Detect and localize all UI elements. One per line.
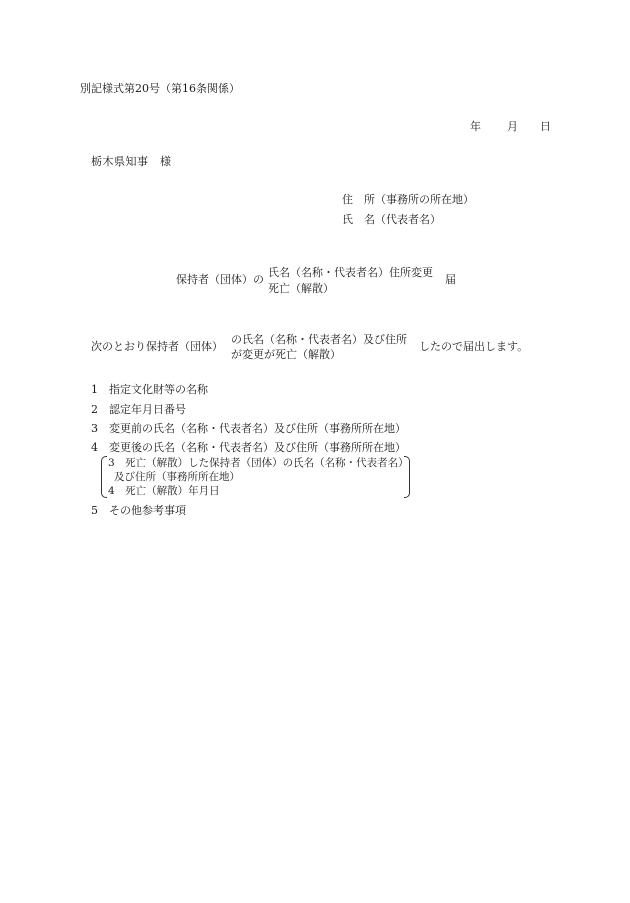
list-item-number: 5 — [91, 504, 98, 517]
bracket-line-deceased-holder: 3 死亡（解散）した保持者（団体）の氏名（名称・代表者名） — [108, 457, 409, 469]
left-bracket — [101, 456, 107, 498]
bracket-line-death-date: 4 死亡（解散）年月日 — [108, 485, 220, 497]
date-year-label: 年 — [470, 120, 481, 133]
recipient: 栃木県知事 様 — [91, 155, 172, 168]
body-option-change: の氏名（名称・代表者名）及び住所 — [231, 333, 407, 346]
applicant-address-label: 住 所（事務所の所在地） — [342, 193, 474, 206]
list-item-number: 1 — [91, 383, 98, 396]
body-option-death: が変更が死亡（解散） — [231, 348, 341, 361]
list-item-number: 4 — [91, 441, 98, 454]
list-item-text: その他参考事項 — [109, 504, 186, 517]
applicant-name-label: 氏 名（代表者名） — [342, 213, 441, 226]
list-item-text: 認定年月日番号 — [109, 403, 186, 416]
form-number: 別記様式第20号（第16条関係） — [80, 82, 240, 95]
list-item — [91, 383, 208, 396]
list-item — [91, 441, 406, 454]
body-suffix: したので届出します。 — [419, 340, 529, 353]
bracket-line-address: 及び住所（事務所所在地） — [114, 471, 240, 483]
date-month-label: 月 — [507, 120, 518, 133]
list-item — [91, 504, 186, 517]
list-item-number: 2 — [91, 403, 98, 416]
list-item — [91, 403, 186, 416]
date-day-label: 日 — [540, 120, 551, 133]
title-prefix: 保持者（団体）の — [176, 273, 264, 286]
list-item-text: 指定文化財等の名称 — [109, 383, 208, 396]
title-suffix: 届 — [445, 273, 456, 286]
list-item-number: 3 — [91, 422, 98, 435]
alternative-items-bracket — [101, 456, 410, 498]
title-option-death: 死亡（解散） — [268, 282, 334, 295]
body-prefix: 次のとおり保持者（団体） — [91, 340, 223, 353]
list-item — [91, 422, 406, 435]
list-item-text: 変更後の氏名（名称・代表者名）及び住所（事務所所在地） — [109, 441, 406, 454]
list-item-text: 変更前の氏名（名称・代表者名）及び住所（事務所所在地） — [109, 422, 406, 435]
title-option-change: 氏名（名称・代表者名）住所変更 — [268, 266, 433, 279]
